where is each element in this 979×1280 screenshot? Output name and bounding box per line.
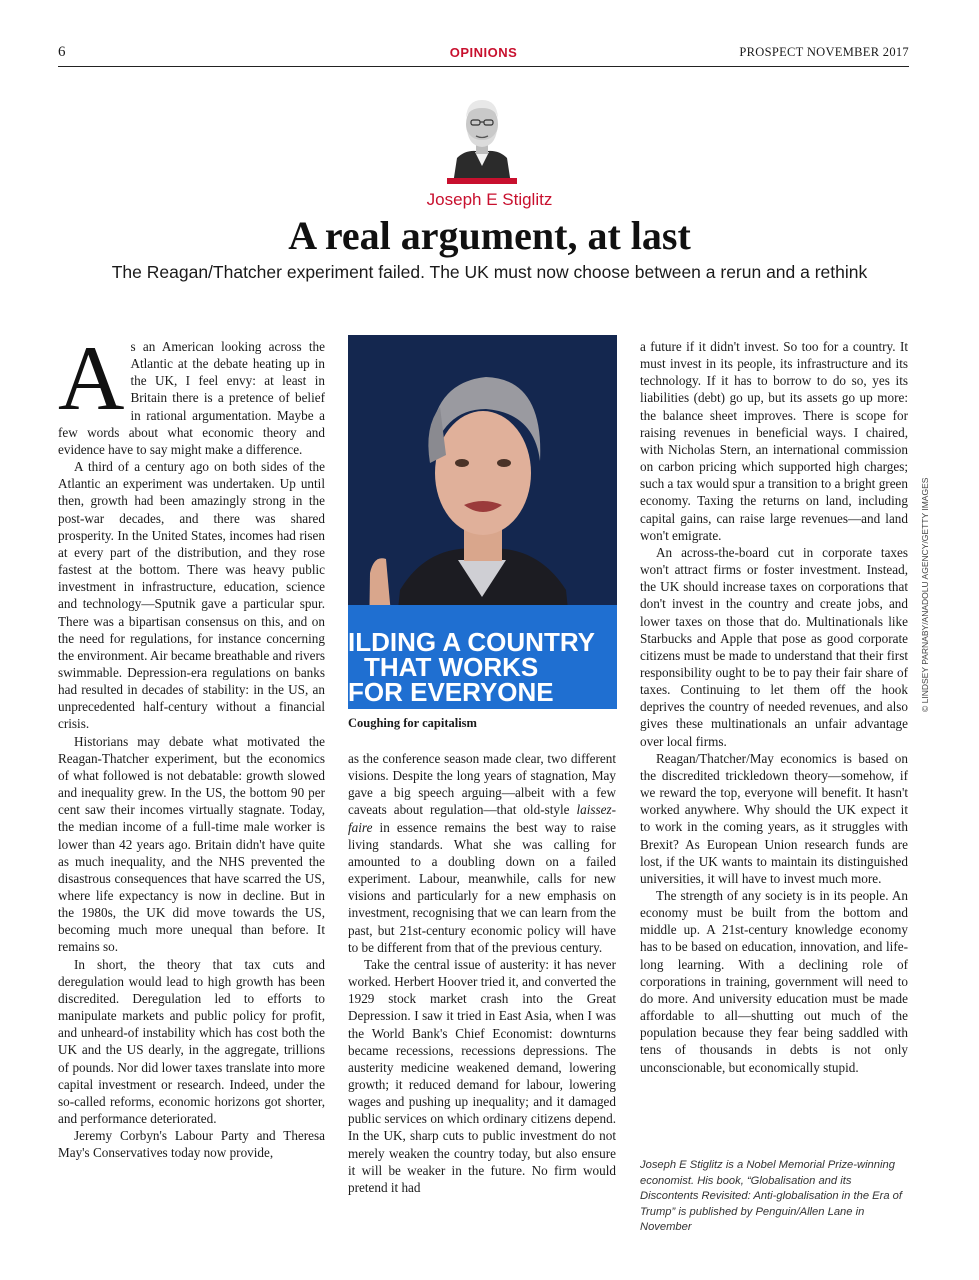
body-paragraph: Historians may debate what motivated the Reagan-Thatcher experiment, but the economics of what followed is not debatable: growth slowed and inequality grew. In the US, the bottom 90 per cent saw their incomes virtually stagnate. Today, the median income of a full-time male worker is lower than 42 years ago. Britain didn't have quite as much inequality, and the NHS prevented the disastrous consequences that have scarred the US, where life expectancy is now in decline. But in the 1980s, the UK did move towards the US, becoming much more unequal than before. It remains so. bbox=[58, 733, 325, 955]
article-photo bbox=[348, 335, 617, 709]
body-paragraph: Jeremy Corbyn's Labour Party and Theresa May's Conservatives today now provide, bbox=[58, 1128, 325, 1161]
article-column-1 bbox=[58, 327, 325, 1162]
article-column-3 bbox=[640, 338, 908, 1076]
author-headshot bbox=[447, 92, 517, 184]
headline: A real argument, at last bbox=[288, 213, 691, 258]
body-paragraph: A third of a century ago on both sides of the Atlantic an experiment was undertaken. Up until then, growth had been amazingly strong in the post-war decades, and there was shared prosperity. In the United States, incomes had risen at every part of the distribution, and they rose fastest at the bottom. There was heavy public investment in infrastructure, education, science and technology—Sputnik gave a particular spur. There was a bipartisan consensus on this, and on the need for regulations, for instance concerning the environment. Air became breathable and rivers swimmable. Depression-era regulations on banks had resulted in decades of stability: in the US, an unprecedented half-century without a financial crisis. bbox=[58, 459, 325, 732]
opening-paragraph bbox=[58, 327, 325, 458]
headshot-accent-bar bbox=[447, 178, 517, 184]
drop-cap: A bbox=[58, 327, 125, 429]
author-headshot-illustration bbox=[447, 92, 517, 184]
page-header bbox=[58, 44, 909, 67]
author-bio: Joseph E Stiglitz is a Nobel Memorial Prize-winning economist. His book, “Globalisation and its Discontents Revisited: Anti-globalisation in the Era of Trump” is published by Penguin/Allen Lane in November bbox=[640, 1159, 903, 1233]
body-paragraph: An across-the-board cut in corporate taxes won't attract firms or foster investment. Instead, the UK should increase taxes on corporations that don't invest in the country and create jobs, and lower taxes on those that do. Multinationals like Starbucks and Apple that pose as good corporate citizens must be made to understand that their first responsibility ought to be to pay their fair share of taxes. Continuing to let them off the hook deprives the country of needed revenues, and also gives these multinationals an unfair advantage over local firms. bbox=[640, 544, 908, 749]
podium-slogan-line-1: ILDING A COUNTRY bbox=[348, 627, 595, 657]
theresa-may-photo bbox=[348, 335, 617, 709]
paragraph-text: as the conference season made clear, two different visions. Despite the long years of stagnation, May gave a big speech arguing—albeit with a few caveats about regulation—that old-style bbox=[348, 751, 616, 818]
podium-slogan-line-2: THAT WORKS bbox=[364, 652, 539, 682]
author-byline: Joseph E Stiglitz bbox=[426, 190, 553, 209]
italic-phrase: laissez-faire bbox=[348, 802, 616, 835]
standfirst: The Reagan/Thatcher experiment failed. The UK must now choose between a rerun and a rethink bbox=[111, 262, 868, 282]
body-paragraph: The strength of any society is in its people. An economy must be built from the bottom and middle up. A 21st-century knowledge economy has to be based on education, innovation, and life-long learning. With a declining role of corporations in training, government will need to do more. And university education must be made affordable to all—shutting out much of the population because they fear being saddled with tens of thousands in debts is not only unconscionable, but economically stupid. bbox=[640, 888, 908, 1075]
body-paragraph: Reagan/Thatcher/May economics is based on the discredited trickledown theory—somehow, if we reward the top, everyone will benefit. It hasn't worked anywhere. Why should the UK expect it to work in the coming years, as it struggles with Brexit? As European Union research funds are lost, if the UK wants to maintain its distinguished universities, it will have to invest much more. bbox=[640, 750, 908, 886]
section-label: OPINIONS bbox=[449, 45, 518, 60]
paragraph-text: in essence remains the best way to raise living standards. What she was calling for amounted to a doubling down on a failed experiment. Labour, meanwhile, calls for new visions and particularly for a new emphasis on investment, recognising that we can learn from the past, but 21st-century economic policy will have to be different from that of the previous century. bbox=[348, 819, 616, 955]
body-paragraph bbox=[348, 750, 616, 956]
body-paragraph: In short, the theory that tax cuts and deregulation would lead to high growth has been discredited. Deregulation led to efforts to manipulate markets and public policy for profit, and unheard-of instability which has cost both the UK and the US dearly, in the aggregate, trillions of pounds. Nor did lower taxes translate into more capital investment or research. Indeed, under the so-called reforms, economic horizons got shorter, and performance deteriorated. bbox=[58, 956, 325, 1127]
paragraph-text: s an American looking across the Atlantic at the debate heating up in the UK, I feel envy: at least in Britain there is a pretence of belief in rational argumentation. Maybe a few words about what economic theory and evidence have to say might make a difference. bbox=[58, 339, 325, 457]
publication-date: PROSPECT NOVEMBER 2017 bbox=[739, 45, 909, 59]
article-column-2 bbox=[348, 750, 616, 1196]
photo-caption: Coughing for capitalism bbox=[348, 716, 477, 730]
body-paragraph: Take the central issue of austerity: it has never worked. Herbert Hoover tried it, and converted the 1929 stock market crash into the Great Depression. I saw it tried in East Asia, when I was the World Bank's Chief Economist: downturns became recessions, recessions depressions. The austerity medicine weakened demand, lowering growth; it reduced demand for labour, lowering wages and pushing up inequality; and it damaged public services on which ordinary citizens depend. In the UK, sharp cuts to public investment do not merely weaken the country today, but also ensure it will be weaker in the future. No firm would pretend it had bbox=[348, 956, 616, 1195]
podium-slogan-line-3: FOR EVERYONE bbox=[348, 677, 554, 707]
photo-credit: © LINDSEY PARNABY/ANADOLU AGENCY/GETTY IMAGES bbox=[920, 477, 930, 712]
body-paragraph: a future if it didn't invest. So too for a country. It must invest in its people, its infrastructure and its technology. If it has to borrow to do so, yes its liabilities (debt) go up, but its assets go up more: the balance sheet improves. There is scope for raising revenues in beneficial ways. I chaired, with Nicholas Stern, an international commission on carbon pricing which supported high charges; such a tax would spur a transition to a bright green economy. Taxing the returns on land, including capital gains, can raise large revenues—and land won't emigrate. bbox=[640, 339, 908, 543]
page-number: 6 bbox=[58, 44, 66, 60]
